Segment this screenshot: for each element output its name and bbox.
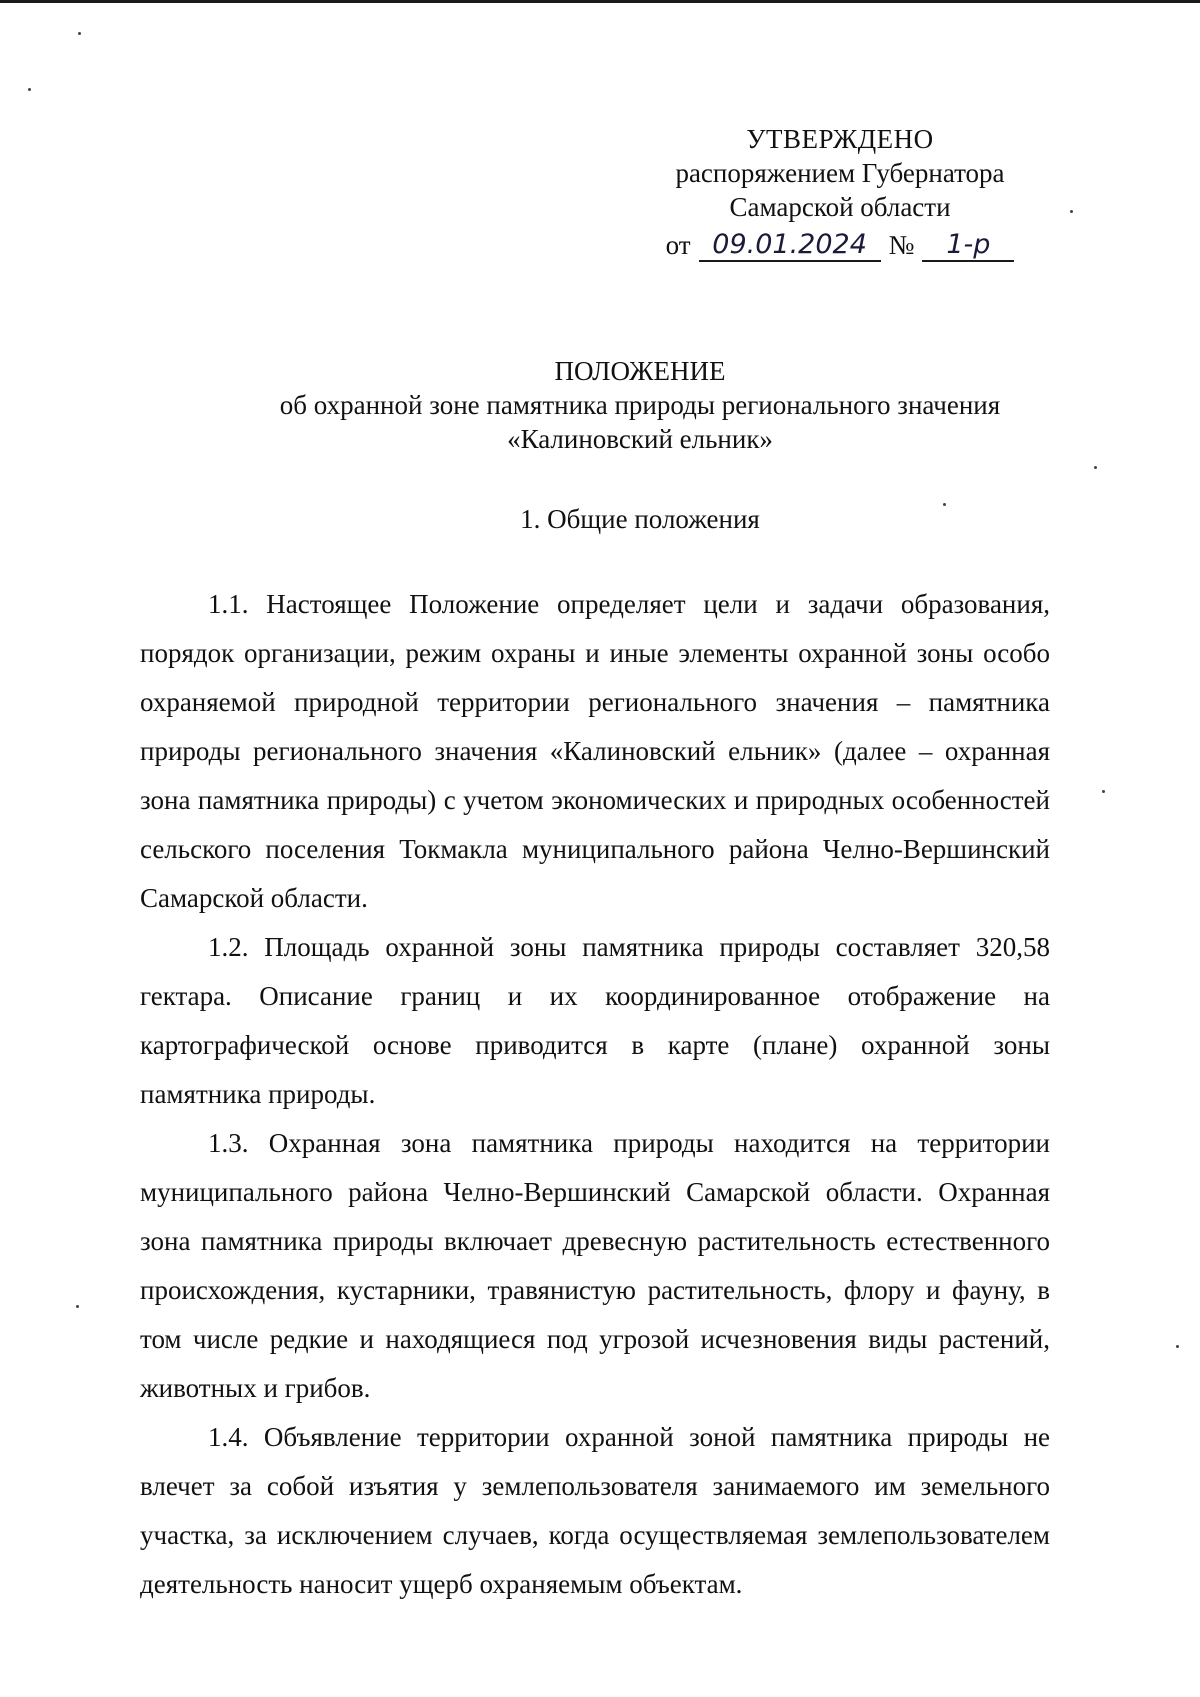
scan-speck (1176, 1345, 1179, 1348)
paragraph-1-3: 1.3. Охранная зона памятника природы находится на территории муниципального района Челно-Вершинский Самарской области. Охранная зона памятника природы включает древесную растительность естественного происхождения, кустарники, травянистую растительность, флору и фауну, в том числе редкие и находящиеся под угрозой исчезновения виды растений, животных и грибов. (140, 1128, 1050, 1403)
scan-speck (943, 503, 946, 506)
scan-speck (1102, 790, 1105, 793)
approval-line-1: распоряжением Губернатора (675, 158, 1005, 188)
approval-title: УТВЕРЖДЕНО (746, 124, 934, 154)
paragraph-1-2: 1.2. Площадь охранной зоны памятника природы составляет 320,58 гектара. Описание границ и их координированное отображение на картографической основе приводится в карте (плане) охранной зоны памятника природы. (140, 932, 1050, 1109)
document-heading (190, 354, 1090, 456)
from-label: от (665, 230, 691, 260)
page-top-border (0, 0, 1200, 3)
approval-line-2: Самарской области (729, 192, 951, 222)
approval-date-number-line (640, 228, 1040, 262)
document-body (140, 580, 1050, 1609)
paragraph-1-4: 1.4. Объявление территории охранной зоной памятника природы не влечет за собой изъятия у землепользователя занимаемого им земельного участка, за исключением случаев, когда осуществляемая землепользователем деятельность наносит ущерб охраняемым объектам. (140, 1422, 1050, 1599)
handwritten-date: 09.01.2024 (699, 230, 881, 262)
scan-speck (1094, 466, 1097, 469)
scan-speck (78, 32, 81, 35)
handwritten-number: 1-р (922, 230, 1014, 262)
document-subtitle-line-2: «Калиновский ельник» (507, 424, 773, 454)
paragraph-1-1: 1.1. Настоящее Положение определяет цели и задачи образования, порядок организации, режим охраны и иные элементы охранной зоны особо охраняемой природной территории регионального значения – памятника природы регионального значения «Калиновский ельник» (далее – охранная зона памятника природы) с учетом экономических и природных особенностей сельского поселения Токмакла муниципального района Челно-Вершинский Самарской области. (140, 589, 1050, 913)
section-title: 1. Общие положения (520, 504, 760, 534)
document-subtitle-line-1: об охранной зоне памятника природы регионального значения (279, 390, 1001, 420)
scan-speck (28, 88, 31, 91)
document-title: ПОЛОЖЕНИЕ (554, 356, 726, 386)
approval-block (640, 122, 1040, 262)
number-label: № (888, 230, 915, 260)
scan-speck (76, 1305, 79, 1308)
scan-speck (1070, 210, 1073, 213)
